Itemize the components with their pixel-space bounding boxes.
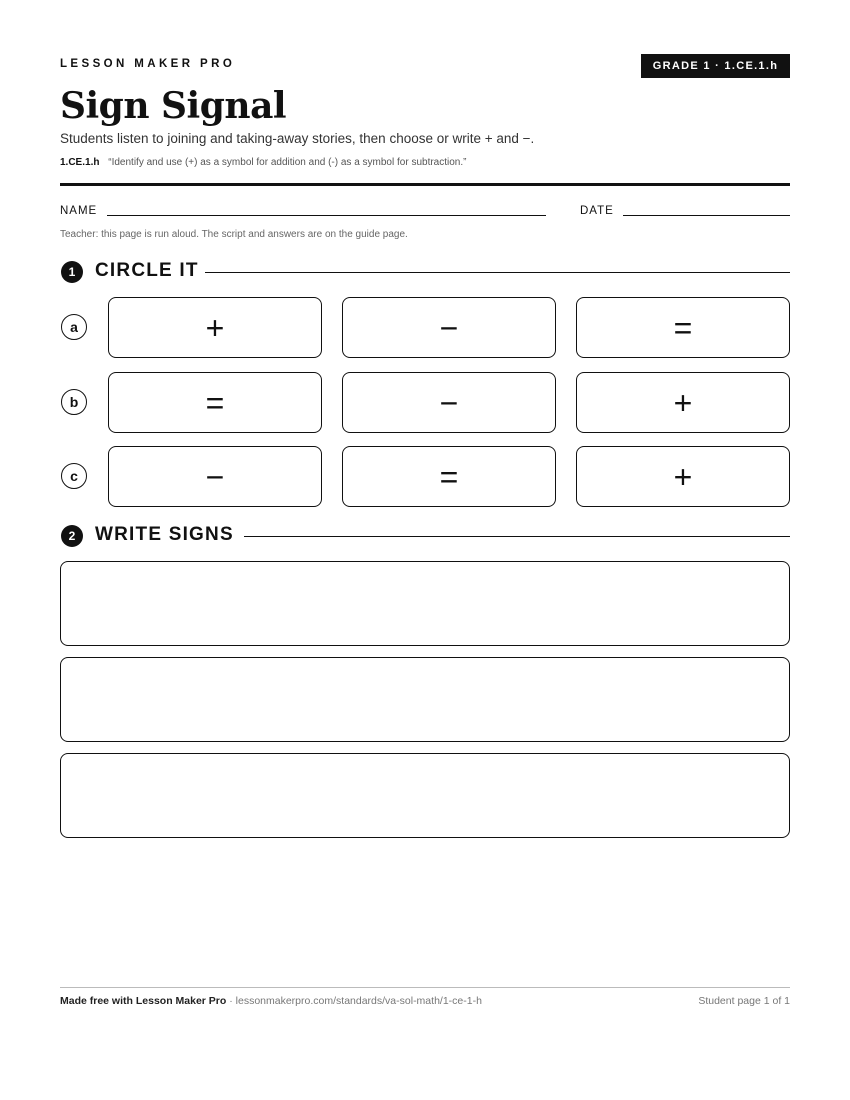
choice-a-3[interactable]: = — [576, 297, 790, 358]
standard-text: “Identify and use (+) as a symbol for addition and (-) as a symbol for subtraction.” — [108, 157, 467, 168]
teacher-note: Teacher: this page is run aloud. The script and answers are on the guide page. — [60, 229, 408, 240]
choice-c-1[interactable]: − — [108, 446, 322, 507]
footer-separator: · — [226, 995, 236, 1007]
choice-a-2[interactable]: − — [342, 297, 556, 358]
section-2-number: 2 — [61, 525, 83, 547]
date-field[interactable] — [623, 215, 790, 216]
write-box-3[interactable] — [60, 753, 790, 838]
standard-code: 1.CE.1.h — [60, 157, 100, 168]
page-subtitle: Students listen to joining and taking-away stories, then choose or write + and −. — [60, 131, 535, 146]
section-1-rule — [205, 272, 790, 273]
section-1-number: 1 — [61, 261, 83, 283]
section-2-rule — [244, 536, 790, 537]
header-divider — [60, 183, 790, 186]
brand-name: LESSON MAKER PRO — [60, 58, 236, 70]
choice-b-2[interactable]: − — [342, 372, 556, 433]
choice-a-1[interactable]: + — [108, 297, 322, 358]
row-label-b: b — [61, 389, 87, 415]
choice-c-3[interactable]: + — [576, 446, 790, 507]
choice-b-1[interactable]: = — [108, 372, 322, 433]
row-label-a: a — [61, 314, 87, 340]
footer-url[interactable]: lessonmakerpro.com/standards/va-sol-math/1-ce-1-h — [235, 995, 482, 1007]
grade-badge: GRADE 1 · 1.CE.1.h — [641, 54, 790, 78]
standard-line — [60, 157, 466, 168]
name-label: NAME — [60, 205, 98, 217]
write-box-1[interactable] — [60, 561, 790, 646]
footer-page-number: Student page 1 of 1 — [698, 995, 790, 1007]
date-label: DATE — [580, 205, 614, 217]
section-1-title: CIRCLE IT — [95, 260, 199, 281]
row-label-c: c — [61, 463, 87, 489]
choice-b-3[interactable]: + — [576, 372, 790, 433]
page-title: Sign Signal — [60, 85, 287, 127]
section-2-title: WRITE SIGNS — [95, 524, 234, 545]
write-box-2[interactable] — [60, 657, 790, 742]
choice-c-2[interactable]: = — [342, 446, 556, 507]
name-field[interactable] — [107, 215, 546, 216]
footer-made-with: Made free with Lesson Maker Pro — [60, 995, 227, 1007]
footer-divider — [60, 987, 790, 988]
footer-credit — [60, 995, 482, 1007]
